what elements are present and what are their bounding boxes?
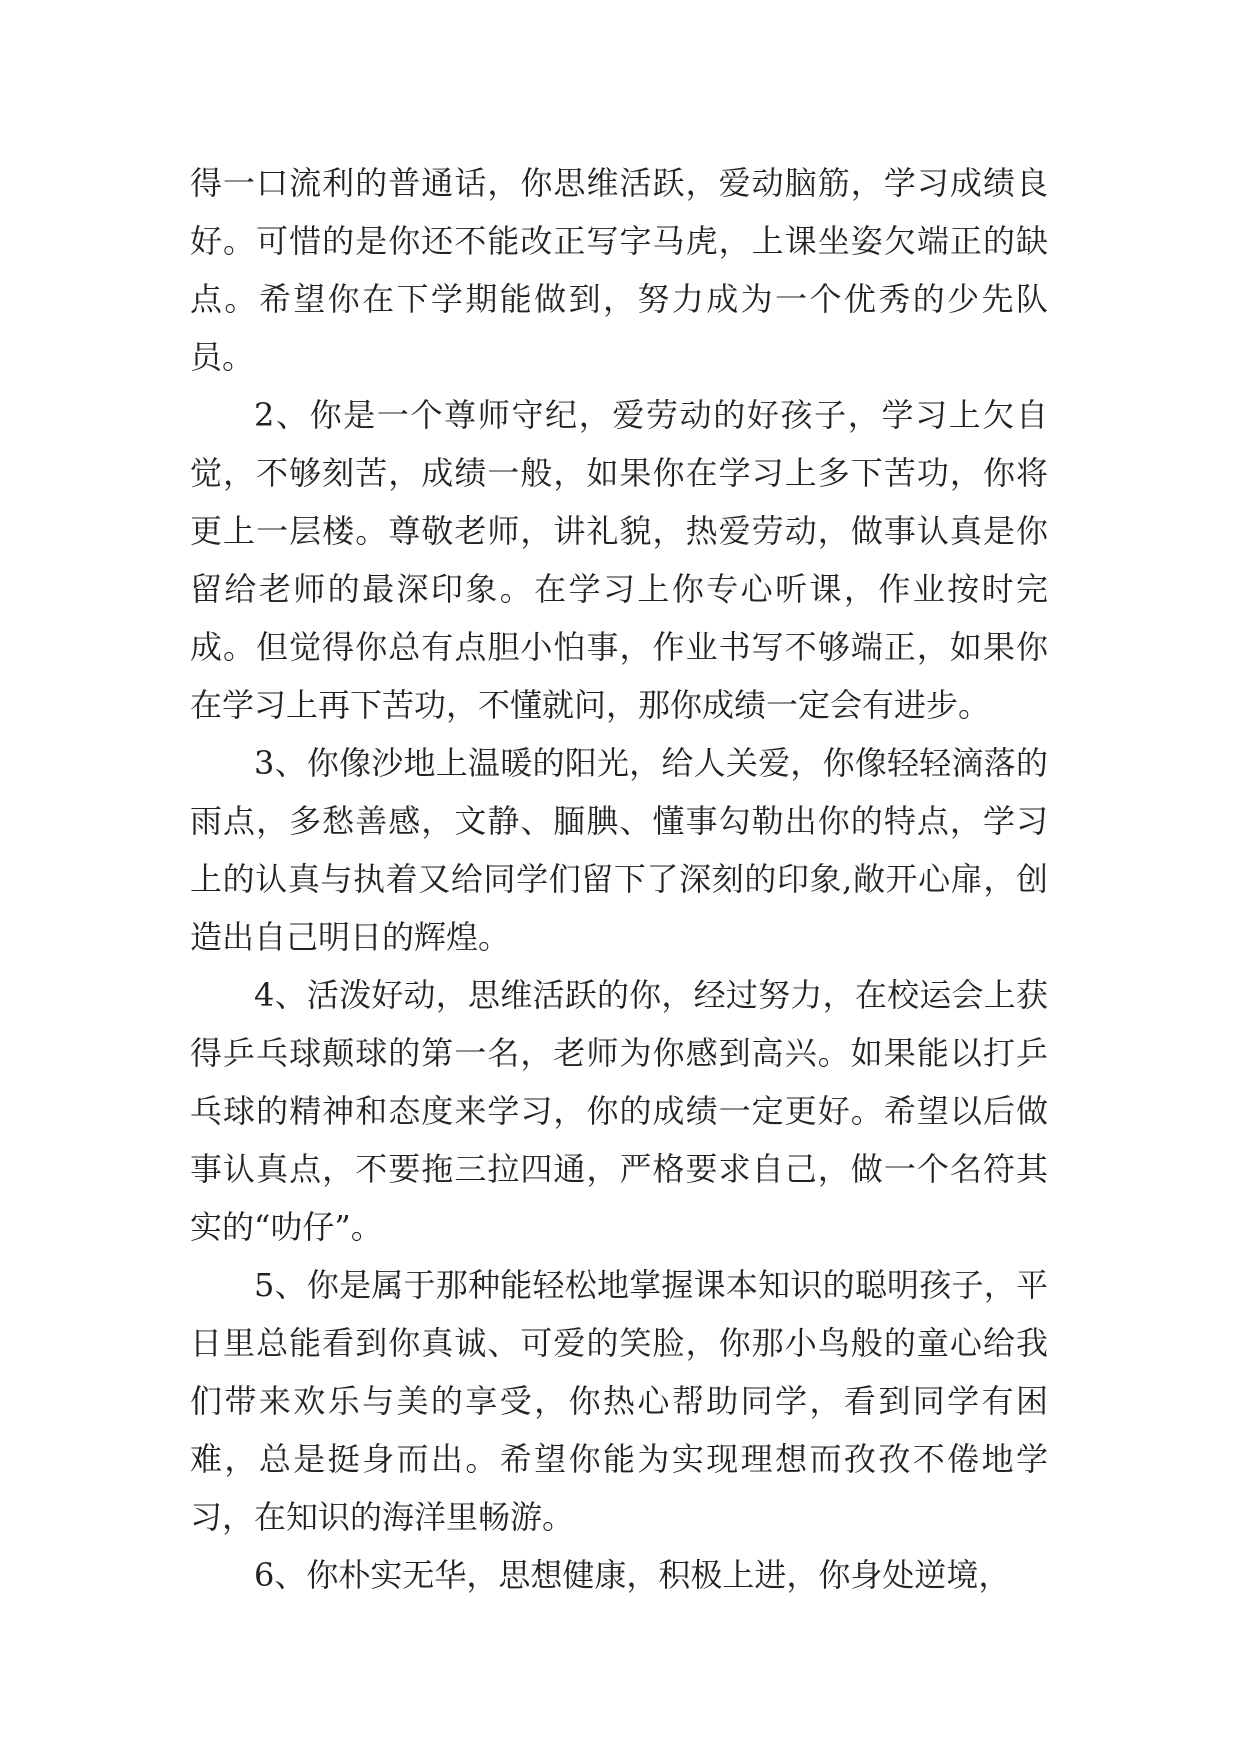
paragraph-item-2: 2、你是一个尊师守纪，爱劳动的好孩子，学习上欠自觉，不够刻苦，成绩一般，如果你在学习上多下苦功，你将更上一层楼。尊敬老师，讲礼貌，热爱劳动，做事认真是你留给老师的最深印象。在学习上你专心听课，作业按时完成。但觉得你总有点胆小怕事，作业书写不够端正，如果你在学习上再下苦功，不懂就问，那你成绩一定会有进步。 <box>190 396 1048 724</box>
paragraph-item-4: 4、活泼好动，思维活跃的你，经过努力，在校运会上获得乒乓球颠球的第一名，老师为你感到高兴。如果能以打乒乓球的精神和态度来学习，你的成绩一定更好。希望以后做事认真点，不要拖三拉四通，严格要求自己，做一个名符其实的“叻仔”。 <box>190 976 1048 1246</box>
document-body <box>190 154 1048 1604</box>
paragraph-item-3: 3、你像沙地上温暖的阳光，给人关爱，你像轻轻滴落的雨点，多愁善感，文静、腼腆、懂事勾勒出你的特点，学习上的认真与执着又给同学们留下了深刻的印象,敞开心扉，创造出自己明日的辉煌。 <box>190 744 1048 956</box>
paragraph-item-6: 6、你朴实无华，思想健康，积极上进，你身处逆境， <box>254 1556 1011 1594</box>
paragraph-item-5: 5、你是属于那种能轻松地掌握课本知识的聪明孩子，平日里总能看到你真诚、可爱的笑脸，你那小鸟般的童心给我们带来欢乐与美的享受，你热心帮助同学，看到同学有困难，总是挺身而出。希望你能为实现理想而孜孜不倦地学习，在知识的海洋里畅游。 <box>190 1266 1048 1536</box>
paragraph-continuation: 得一口流利的普通话，你思维活跃，爱动脑筋，学习成绩良好。可惜的是你还不能改正写字马虎，上课坐姿欠端正的缺点。希望你在下学期能做到，努力成为一个优秀的少先队员。 <box>190 164 1048 376</box>
